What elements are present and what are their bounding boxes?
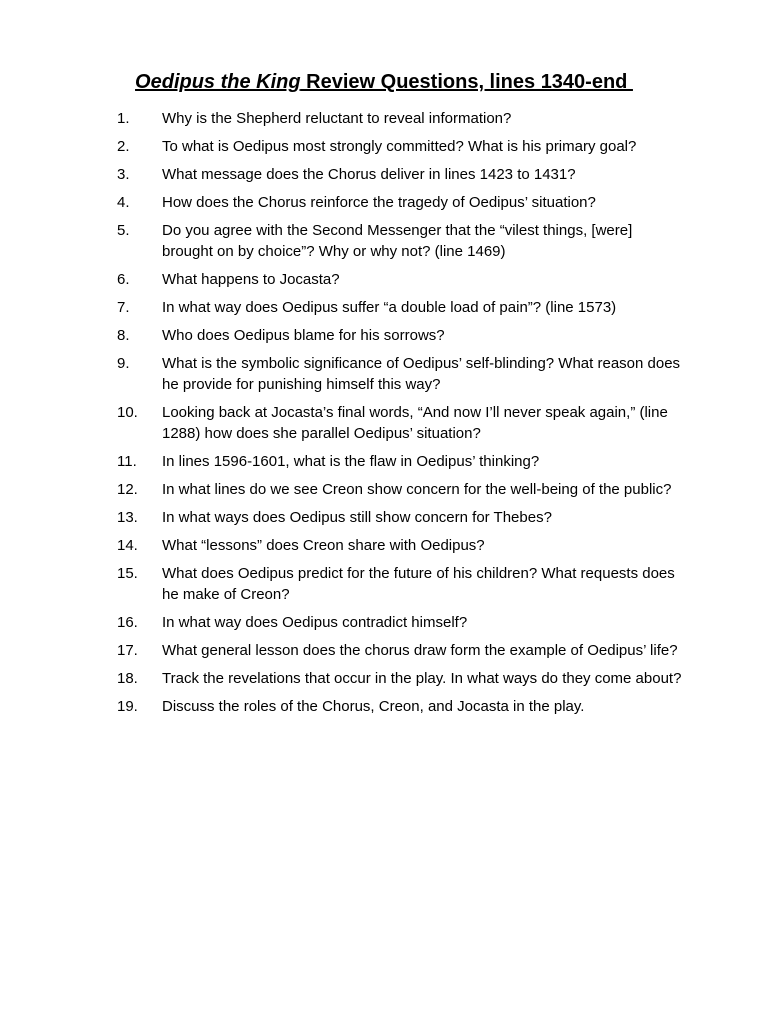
question-number: 18. bbox=[117, 670, 138, 687]
question-text: To what is Oedipus most strongly committed? What is his primary goal? bbox=[162, 138, 637, 155]
question-item bbox=[117, 479, 687, 500]
question-text: What general lesson does the chorus draw form the example of Oedipus’ life? bbox=[162, 642, 678, 659]
document-title bbox=[0, 68, 768, 96]
question-text: How does the Chorus reinforce the tragedy of Oedipus’ situation? bbox=[162, 194, 596, 211]
question-list bbox=[117, 108, 687, 724]
question-item bbox=[117, 507, 687, 528]
question-text: In lines 1596-1601, what is the flaw in Oedipus’ thinking? bbox=[162, 453, 540, 470]
question-number: 1. bbox=[117, 110, 130, 127]
question-text: What “lessons” does Creon share with Oedipus? bbox=[162, 537, 485, 554]
question-number: 5. bbox=[117, 222, 130, 239]
question-number: 13. bbox=[117, 509, 138, 526]
question-number: 15. bbox=[117, 565, 138, 582]
title-subtitle: Review Questions, lines 1340-end bbox=[300, 71, 633, 93]
question-text: In what way does Oedipus suffer “a double load of pain”? (line 1573) bbox=[162, 299, 617, 316]
question-item bbox=[117, 269, 687, 290]
question-text: What does Oedipus predict for the future of his children? What requests does he make of Creon? bbox=[162, 565, 675, 603]
question-number: 14. bbox=[117, 537, 138, 554]
question-item bbox=[117, 164, 687, 185]
question-text: Do you agree with the Second Messenger that the “vilest things, [were] brought on by choice”? Why or why not? (line 1469) bbox=[162, 222, 633, 260]
question-number: 4. bbox=[117, 194, 130, 211]
question-item bbox=[117, 563, 687, 605]
question-number: 9. bbox=[117, 355, 130, 372]
question-item bbox=[117, 402, 687, 444]
question-number: 6. bbox=[117, 271, 130, 288]
question-text: Why is the Shepherd reluctant to reveal information? bbox=[162, 110, 512, 127]
question-text: In what way does Oedipus contradict himself? bbox=[162, 614, 468, 631]
question-number: 12. bbox=[117, 481, 138, 498]
question-number: 10. bbox=[117, 404, 138, 421]
question-text: What is the symbolic significance of Oedipus’ self-blinding? What reason does he provide for punishing himself this way? bbox=[162, 355, 681, 393]
question-text: Who does Oedipus blame for his sorrows? bbox=[162, 327, 445, 344]
question-text: In what lines do we see Creon show concern for the well-being of the public? bbox=[162, 481, 672, 498]
question-item bbox=[117, 612, 687, 633]
title-work-name: Oedipus the King bbox=[135, 71, 301, 93]
question-text: What message does the Chorus deliver in lines 1423 to 1431? bbox=[162, 166, 576, 183]
question-text: Track the revelations that occur in the play. In what ways do they come about? bbox=[162, 670, 682, 687]
question-item bbox=[117, 535, 687, 556]
question-number: 7. bbox=[117, 299, 130, 316]
question-number: 17. bbox=[117, 642, 138, 659]
question-text: Looking back at Jocasta’s final words, “And now I’ll never speak again,” (line 1288) how does she parallel Oedipus’ situation? bbox=[162, 404, 668, 442]
question-item bbox=[117, 696, 687, 717]
question-item bbox=[117, 108, 687, 129]
question-item bbox=[117, 136, 687, 157]
question-text: Discuss the roles of the Chorus, Creon, and Jocasta in the play. bbox=[162, 698, 585, 715]
question-number: 8. bbox=[117, 327, 130, 344]
question-item bbox=[117, 297, 687, 318]
question-text: In what ways does Oedipus still show concern for Thebes? bbox=[162, 509, 552, 526]
question-number: 19. bbox=[117, 698, 138, 715]
question-number: 2. bbox=[117, 138, 130, 155]
question-number: 3. bbox=[117, 166, 130, 183]
question-item bbox=[117, 451, 687, 472]
question-item bbox=[117, 353, 687, 395]
question-item bbox=[117, 220, 687, 262]
question-number: 11. bbox=[117, 453, 137, 470]
question-item bbox=[117, 640, 687, 661]
question-item bbox=[117, 325, 687, 346]
question-text: What happens to Jocasta? bbox=[162, 271, 340, 288]
question-number: 16. bbox=[117, 614, 138, 631]
question-item bbox=[117, 668, 687, 689]
question-item bbox=[117, 192, 687, 213]
